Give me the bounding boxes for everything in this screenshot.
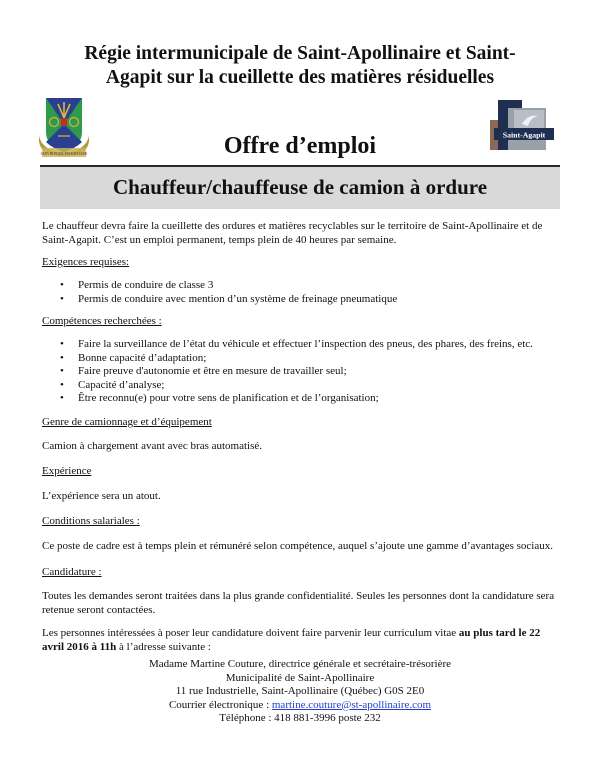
skills-list [42, 338, 562, 406]
organization-title-line-2: Agapit sur la cueillette des matières résiduelles [105, 67, 495, 88]
salary-text: Ce poste de cadre est à temps plein et rémunéré selon compétence, auquel s’ajoute une gamme d’avantages sociaux. [42, 540, 553, 552]
svg-text:Saint-Agapit: Saint-Agapit [502, 130, 546, 140]
job-title: Chauffeur/chauffeuse de camion à ordure [112, 175, 488, 199]
list-item: • Faire la surveillance de l’état du véhicule et effectuer l’inspection des pneus, des phares, des freins, etc. [42, 338, 562, 352]
offer-title: Offre d’emploi [223, 133, 377, 159]
instructions-text: Les personnes intéressées à poser leur candidature doivent faire parvenir leur curriculum vitae [42, 627, 459, 639]
application-instructions [42, 627, 562, 654]
equipment-heading: Genre de camionnage et d’équipement [42, 416, 212, 428]
salary-heading: Conditions salariales : [42, 515, 140, 527]
skills-heading: Compétences recherchées : [42, 315, 162, 327]
email-label: Courrier électronique : [168, 698, 272, 711]
organization-title-line-1: Régie intermunicipale de Saint-Apollinaire et Saint- [84, 43, 516, 64]
list-item: • Faire preuve d'autonomie et être en mesure de travailler seul; [42, 365, 562, 379]
contact-block [0, 658, 600, 726]
experience-heading: Expérience [42, 465, 92, 477]
list-item: • Capacité d’analyse; [42, 379, 562, 393]
requirements-heading: Exigences requises: [42, 256, 130, 268]
list-item: • Bonne capacité d’adaptation; [42, 352, 562, 366]
equipment-text: Camion à chargement avant avec bras automatisé. [42, 440, 263, 452]
requirements-list [42, 279, 562, 306]
deadline-text: au plus tard le 22 avril 2016 à 11h [42, 627, 541, 653]
contact-organization: Municipalité de Saint-Apollinaire [225, 671, 375, 684]
contact-name: Madame Martine Couture, directrice générale et secrétaire-trésorière [148, 658, 452, 670]
contact-phone: Téléphone : 418 881-3996 poste 232 [219, 712, 381, 725]
experience-text: L’expérience sera un atout. [42, 490, 161, 502]
organization-title [0, 42, 600, 90]
svg-text:SERVIR POUR PROGRESSER: SERVIR POUR PROGRESSER [40, 152, 88, 156]
list-item: • Permis de conduire avec mention d’un système de freinage pneumatique [42, 293, 562, 307]
contact-address: 11 rue Industrielle, Saint-Apollinaire (Québec) G0S 2E0 [175, 685, 425, 698]
list-item: • Être reconnu(e) pour votre sens de planification et de l’organisation; [42, 392, 562, 406]
intro-paragraph: Le chauffeur devra faire la cueillette des ordures et matières recyclables sur le territoire de Saint-Apollinaire et de Saint-Agapit. C’est un emploi permanent, temps plein de 40 heures par semaine. [42, 220, 543, 246]
instructions-text-end: à l’adresse suivante : [116, 640, 211, 653]
email-link[interactable]: martine.couture@st-apollinaire.com [271, 698, 432, 711]
contact-email-line [0, 699, 600, 713]
list-item: • Permis de conduire de classe 3 [42, 279, 562, 293]
application-heading: Candidature : [42, 566, 102, 578]
confidentiality-text: Toutes les demandes seront traitées dans la plus grande confidentialité. Seules les personnes dont la candidature sera retenue seront contactées. [42, 590, 555, 616]
